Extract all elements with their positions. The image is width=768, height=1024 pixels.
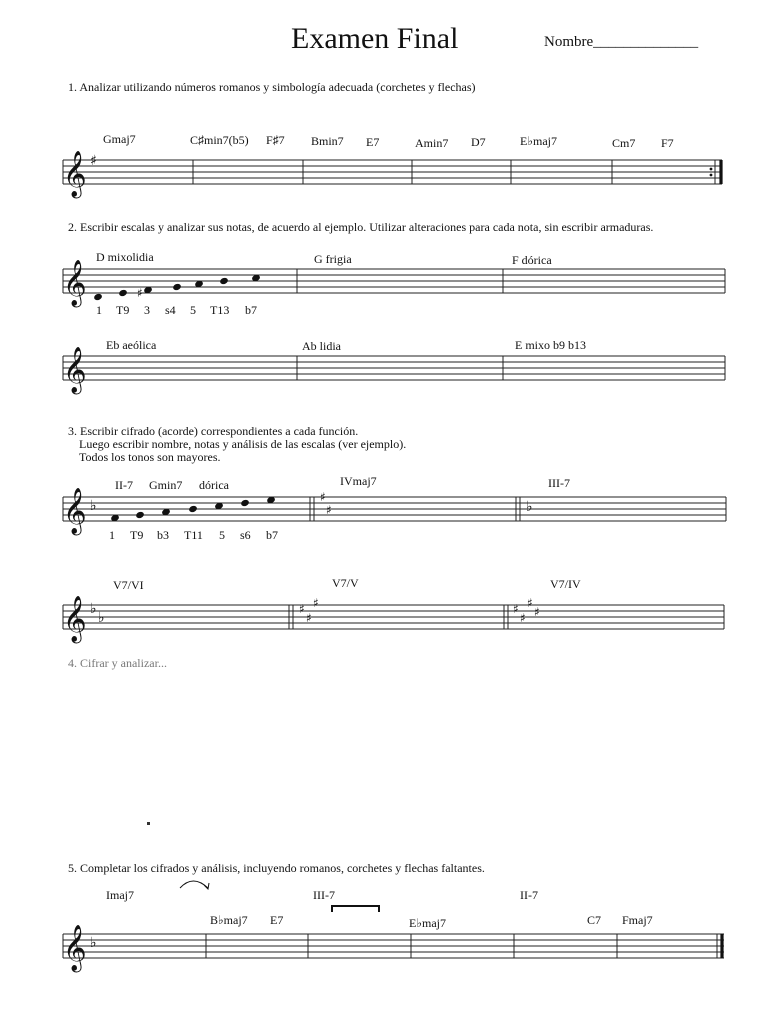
scale-degree: 1 xyxy=(96,303,102,317)
flat-key-signature-icon: ♭ xyxy=(98,610,105,626)
note-head xyxy=(219,277,229,285)
chord-symbol: E♭maj7 xyxy=(520,134,557,148)
staff-q5 xyxy=(63,881,724,973)
chord-symbol: Amin7 xyxy=(415,136,449,150)
note-head xyxy=(118,289,128,297)
chord-symbol: C7 xyxy=(587,913,602,927)
chord-symbol: Gmin7 xyxy=(149,478,183,492)
flat-key-signature-icon: ♭ xyxy=(90,498,97,514)
scale-degree: T11 xyxy=(184,528,203,542)
sharp-icon: ♯ xyxy=(520,611,526,625)
sharp-icon: ♯ xyxy=(326,503,332,517)
chord-symbol: F7 xyxy=(661,136,674,150)
roman-numeral: III-7 xyxy=(313,888,335,902)
staff-q1 xyxy=(63,151,722,199)
sharp-icon: ♯ xyxy=(306,611,312,625)
sharp-icon: ♯ xyxy=(320,490,326,504)
roman-numeral: V7/VI xyxy=(113,578,144,592)
chord-symbol: E7 xyxy=(366,135,380,149)
treble-clef-icon: 𝄞 xyxy=(63,151,87,197)
ii-v-bracket xyxy=(332,906,379,912)
scale-degree: 3 xyxy=(144,303,150,317)
scale-name: E mixo b9 b13 xyxy=(515,338,586,352)
resolution-arrow-icon xyxy=(180,881,208,888)
flat-key-signature-icon: ♭ xyxy=(90,601,97,617)
roman-numeral: V7/IV xyxy=(550,577,581,591)
scale-name: G frigia xyxy=(314,252,352,266)
scale-degree: 5 xyxy=(219,528,225,542)
flat-key-signature-icon: ♭ xyxy=(526,499,533,515)
scale-name: dórica xyxy=(199,478,229,492)
staff-q2-row1 xyxy=(63,260,725,308)
chord-symbol: Gmaj7 xyxy=(103,132,136,146)
flat-key-signature-icon: ♭ xyxy=(90,935,97,951)
sharp-key-signature-icon: ♯ xyxy=(90,153,97,169)
scale-name: D mixolidia xyxy=(96,250,154,264)
scale-degree: T9 xyxy=(116,303,130,317)
sharp-icon: ♯ xyxy=(527,596,533,610)
chord-symbol: Fmaj7 xyxy=(622,913,653,927)
question-5-text: 5. Completar los cifrados y análisis, incluyendo romanos, corchetes y flechas faltantes. xyxy=(68,861,485,875)
chord-symbol: Bmin7 xyxy=(311,134,344,148)
roman-numeral: II-7 xyxy=(115,478,133,492)
chord-symbol: E7 xyxy=(270,913,284,927)
scale-name: Eb aeólica xyxy=(106,338,157,352)
chord-symbol: E♭maj7 xyxy=(409,916,446,930)
sharp-icon: ♯ xyxy=(137,286,143,300)
treble-clef-icon: 𝄞 xyxy=(63,925,87,971)
question-1-text: 1. Analizar utilizando números romanos y simbología adecuada (corchetes y flechas) xyxy=(68,80,476,94)
scale-degree: 5 xyxy=(190,303,196,317)
chord-symbol: C♯min7(b5) xyxy=(190,133,249,147)
roman-numeral: V7/V xyxy=(332,576,359,590)
page-title: Examen Final xyxy=(291,22,459,55)
repeat-dot xyxy=(710,168,713,171)
scale-degree: s6 xyxy=(240,528,251,542)
question-3-line: 3. Escribir cifrado (acorde) correspondientes a cada función. xyxy=(68,424,359,438)
chord-symbol: B♭maj7 xyxy=(210,913,248,927)
scale-name: Ab lidia xyxy=(302,339,341,353)
scale-name: F dórica xyxy=(512,253,552,267)
roman-numeral: II-7 xyxy=(520,888,538,902)
scale-degree: 1 xyxy=(109,528,115,542)
treble-clef-icon: 𝄞 xyxy=(63,347,87,393)
sharp-icon: ♯ xyxy=(299,602,305,616)
scale-degree: s4 xyxy=(165,303,176,317)
treble-clef-icon: 𝄞 xyxy=(63,488,87,534)
scale-degree: T13 xyxy=(210,303,230,317)
chord-symbol: D7 xyxy=(471,135,486,149)
chord-symbol: F♯7 xyxy=(266,133,285,147)
scale-degree: T9 xyxy=(130,528,144,542)
treble-clef-icon: 𝄞 xyxy=(63,596,87,642)
sharp-icon: ♯ xyxy=(534,605,540,619)
note-head xyxy=(135,511,145,519)
treble-clef-icon: 𝄞 xyxy=(63,260,87,306)
note-head xyxy=(240,499,250,507)
staff-q3-row2 xyxy=(63,596,724,644)
roman-numeral: III-7 xyxy=(548,476,570,490)
scale-degree: b7 xyxy=(266,528,278,542)
question-2-text: 2. Escribir escalas y analizar sus notas, de acuerdo al ejemplo. Utilizar alteraciones para cada nota, sin escribir armaduras. xyxy=(68,220,654,234)
note-head xyxy=(93,293,103,301)
sharp-icon: ♯ xyxy=(313,596,319,610)
scale-degree: b3 xyxy=(157,528,169,542)
note-head xyxy=(188,505,198,513)
chord-symbol: Cm7 xyxy=(612,136,636,150)
roman-numeral: IVmaj7 xyxy=(340,474,377,488)
name-field-label: Nombre______________ xyxy=(544,34,699,50)
question-3-line: Luego escribir nombre, notas y análisis de las escalas (ver ejemplo). xyxy=(79,437,407,451)
sharp-icon: ♯ xyxy=(513,602,519,616)
note-head xyxy=(172,283,182,291)
repeat-dot xyxy=(710,174,713,177)
question-3-line: Todos los tonos son mayores. xyxy=(79,450,221,464)
roman-numeral: Imaj7 xyxy=(106,888,134,902)
question-4-text: 4. Cifrar y analizar... xyxy=(68,656,167,670)
staff-q2-row2 xyxy=(63,347,725,395)
staff-q3-row1 xyxy=(63,488,726,536)
scale-degree: b7 xyxy=(245,303,257,317)
